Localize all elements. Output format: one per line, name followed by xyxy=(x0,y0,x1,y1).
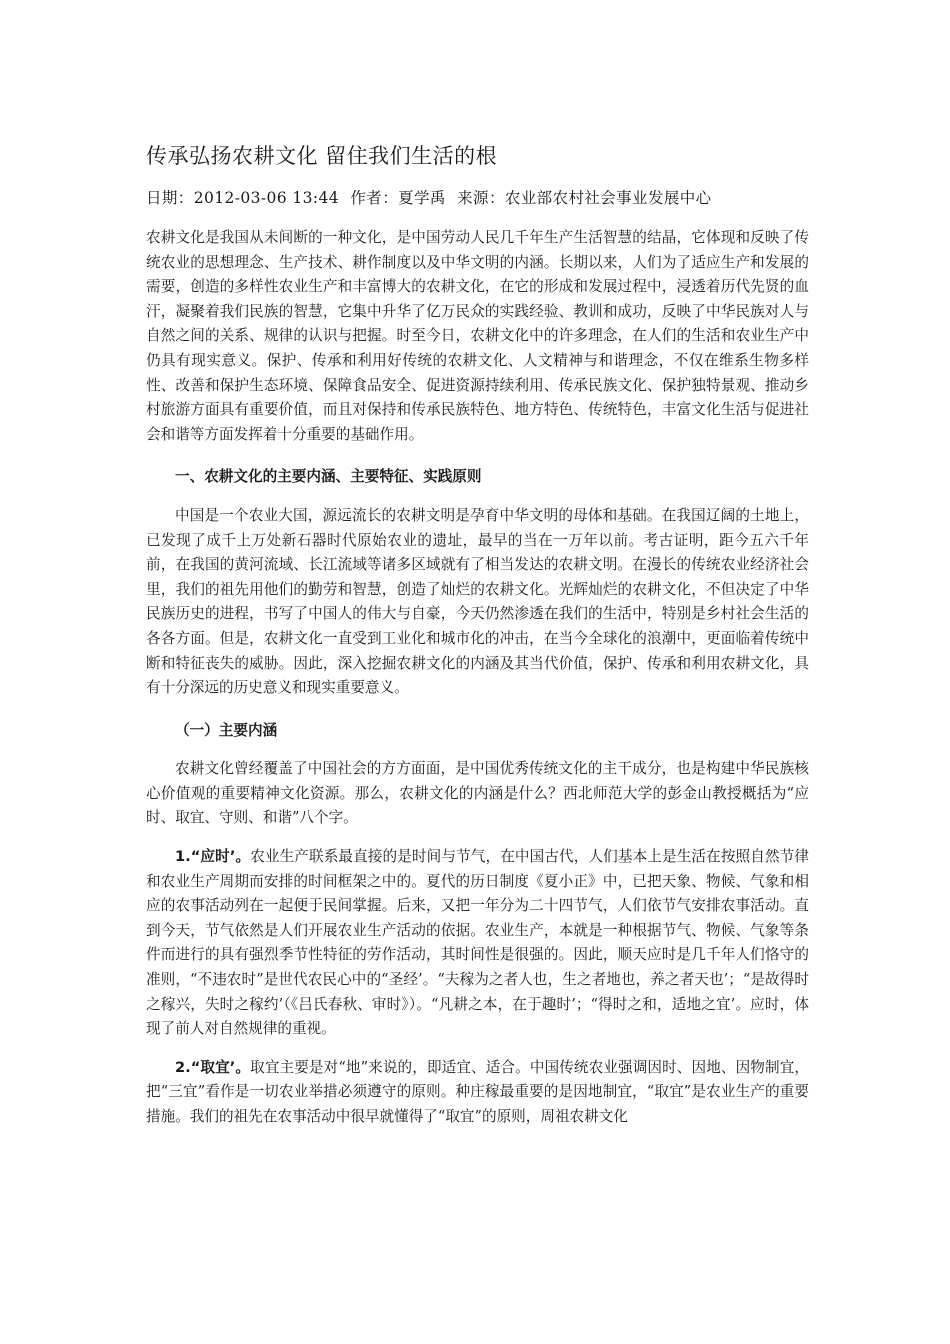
point-paragraph-1 xyxy=(146,845,809,1042)
point-lead-2: 2.“取宜’。 xyxy=(175,1058,251,1076)
article-source: 来源：农业部农村社会事业发展中心 xyxy=(457,189,712,207)
point-paragraph-2 xyxy=(146,1056,809,1130)
point-text-1: 农业生产联系最直接的是时间与节气，在中国古代，人们基本上是生活在按照自然节律和农业生产周期而安排的时间框架之中的。夏代的历日制度《夏小正》中，已把天象、物候、气象和相应的农事活动列在一起便于民间掌握。后来，又把一年分为二十四节气，人们依节气安排农事活动。直到今天，节气依然是人们开展农业生产活动的依据。农业生产，本就是一种根据节气、物候、气象等条件而进行的具有强烈季节性特征的劳作活动，其时间性是很强的。因此，顺天应时是几千年人们恪守的准则，“不违农时”是世代农民心中的“圣经’。“夫稼为之者人也，生之者地也，养之者天也’；“是故得时之稼兴，失时之稼约’（《吕氏春秋、审时》）。“凡耕之本，在于趣时’；“得时之和，适地之宜’。应时，体现了前人对自然规律的重视。 xyxy=(146,848,809,1038)
point-lead-1: 1.“应时’。 xyxy=(175,848,251,866)
article-author: 作者：夏学禹 xyxy=(350,189,446,207)
subsection-heading-1: （一）主要内涵 xyxy=(175,721,278,739)
intro-paragraph: 农耕文化是我国从未间断的一种文化，是中国劳动人民几千年生产生活智慧的结晶，它体现和反映了传统农业的思想理念、生产技术、耕作制度以及中华文明的内涵。长期以来，人们为了适应生产和发展的需要，创造的多样性农业生产和丰富博大的农耕文化，在它的形成和发展过程中，浸透着历代先贤的血汗，凝聚着我们民族的智慧，它集中升华了亿万民众的实践经验、教训和成功，反映了中华民族对人与自然之间的关系、规律的认识与把握。时至今日，农耕文化中的许多理念，在人们的生活和农业生产中仍具有现实意义。保护、传承和利用好传统的农耕文化、人文精神与和谐理念，不仅在维系生物多样性、改善和保护生态环境、保障食品安全、促进资源持续利用、传承民族文化、保护独特景观、推动乡村旅游方面具有重要价值，而且对保持和传承民族特色、地方特色、传统特色，丰富文化生活与促进社会和谐等方面发挥着十分重要的基础作用。 xyxy=(146,229,809,443)
point-text-2: 取宜主要是对“地”来说的，即适宜、适合。中国传统农业强调因时、因地、因物制宜，把“三宜”看作是一切农业举措必须遵守的原则。种庄稼最重要的是因地制宜，“取宜”是农业生产的重要措施。我们的祖先在农事活动中很早就懂得了“取宜”的原则，周祖农耕文化 xyxy=(146,1058,809,1125)
section-heading-1: 一、农耕文化的主要内涵、主要特征、实践原则 xyxy=(175,468,482,486)
article-meta xyxy=(146,186,809,210)
article-date: 日期：2012-03-06 13:44 xyxy=(146,189,340,207)
section-paragraph-1: 中国是一个农业大国，源远流长的农耕文明是孕育中华文明的母体和基础。在我国辽阔的土地上，已发现了成千上万处新石器时代原始农业的遗址，最早的当在一万年以前。考古证明，距今五六千年前，在我国的黄河流域、长江流域等诸多区域就有了相当发达的农耕文明。在漫长的传统农业经济社会里，我们的祖先用他们的勤劳和智慧，创造了灿烂的农耕文化。光辉灿烂的农耕文化，不但决定了中华民族历史的进程，书写了中国人的伟大与自豪，今天仍然渗透在我们的生活中，特别是乡村社会生活的各各方面。但是，农耕文化一直受到工业化和城市化的冲击，在当今全球化的浪潮中，更面临着传统中断和特征丧失的威胁。因此，深入挖掘农耕文化的内涵及其当代价值，保护、传承和利用农耕文化，具有十分深远的历史意义和现实重要意义。 xyxy=(146,506,809,697)
subsection-paragraph-1: 农耕文化曾经覆盖了中国社会的方方面面，是中国优秀传统文化的主干成分，也是构建中华民族核心价值观的重要精神文化资源。那么，农耕文化的内涵是什么？西北师范大学的彭金山教授概括为“应时、取宜、守则、和谐”八个字。 xyxy=(146,760,809,827)
article xyxy=(146,138,809,1130)
article-title: 传承弘扬农耕文化 留住我们生活的根 xyxy=(146,144,498,168)
